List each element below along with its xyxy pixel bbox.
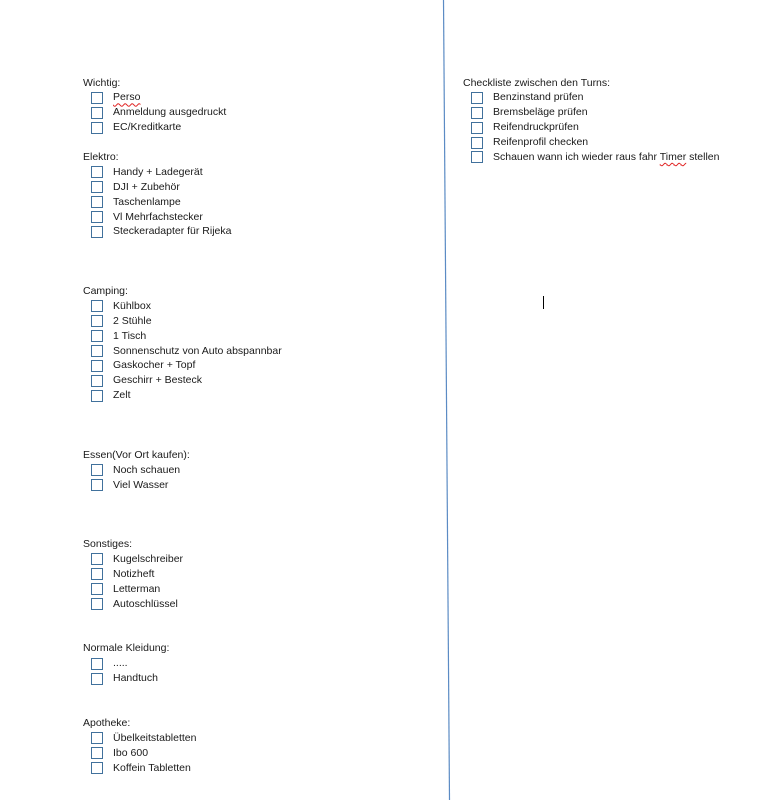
checklist-item-label: Bremsbeläge prüfen	[493, 106, 588, 119]
section-heading-sonstiges: Sonstiges:	[83, 538, 133, 551]
checklist-item-label: Autoschlüssel	[113, 597, 178, 610]
checklist-item-stuehle	[83, 314, 282, 329]
left-column	[83, 76, 282, 776]
checklist-item-label: Ibo 600	[113, 746, 149, 759]
checklist-item-label: Viel Wasser	[113, 478, 169, 491]
section-heading-wichtig: Wichtig:	[83, 76, 121, 89]
checkbox-reifendruck[interactable]	[471, 122, 483, 134]
checklist-item-geschirr	[83, 373, 282, 388]
checkbox-dji[interactable]	[91, 181, 103, 193]
checklist-item-label: Zelt	[113, 389, 131, 402]
section-heading-checkliste-turns: Checkliste zwischen den Turns:	[463, 76, 611, 89]
checklist-item-letterman	[83, 582, 282, 597]
checklist-item-label: 1 Tisch	[113, 329, 147, 342]
checklist-item-anmeldung	[83, 105, 282, 120]
checklist-item-label: Sonnenschutz von Auto abspannbar	[113, 344, 282, 357]
checkbox-mehrfachstecker[interactable]	[91, 211, 103, 223]
checklist-item-label: Vl Mehrfachstecker	[113, 210, 203, 223]
checkbox-letterman[interactable]	[91, 583, 103, 595]
label-text-before: Schauen wann ich wieder raus fahr	[493, 150, 660, 163]
checklist-item-autoschluessel	[83, 597, 282, 612]
checklist-item-label: Perso	[113, 91, 141, 104]
checkbox-gaskocher[interactable]	[91, 360, 103, 372]
checkbox-zelt[interactable]	[91, 390, 103, 402]
checklist-item-label: Koffein Tabletten	[113, 761, 191, 774]
checklist-item-benzinstand	[463, 90, 719, 105]
checklist-item-notizheft	[83, 567, 282, 582]
checkbox-koffein[interactable]	[91, 762, 103, 774]
checkbox-perso[interactable]	[91, 92, 103, 104]
checkbox-taschenlampe[interactable]	[91, 196, 103, 208]
checkbox-kuehlbox[interactable]	[91, 300, 103, 312]
checklist-item-koffein	[83, 761, 282, 776]
checklist-item-label: Kühlbox	[113, 299, 151, 312]
section-essen	[83, 448, 282, 493]
section-heading-camping: Camping:	[83, 284, 128, 297]
checklist-item-kuehlbox	[83, 299, 282, 314]
section-heading-essen: Essen(Vor Ort kaufen):	[83, 448, 190, 461]
checklist-item-timer	[463, 150, 719, 165]
section-apotheke	[83, 716, 282, 776]
checklist-item-label: Letterman	[113, 582, 161, 595]
checkbox-benzinstand[interactable]	[471, 92, 483, 104]
checklist-item-label: DJI + Zubehör	[113, 180, 180, 193]
checklist-item-mehrfachstecker	[83, 210, 282, 225]
checklist-item-label: EC/Kreditkarte	[113, 121, 182, 134]
label-text-after: stellen	[686, 150, 720, 163]
section-checkliste-turns	[463, 76, 719, 165]
checklist-item-label: Reifendruckprüfen	[493, 121, 579, 134]
checklist-item-label: Steckeradapter für Rijeka	[113, 225, 232, 238]
checklist-item-label: 2 Stühle	[113, 314, 152, 327]
checklist-item-label: Noch schauen	[113, 463, 181, 476]
right-column	[463, 76, 719, 165]
checklist-item-reifenprofil	[463, 135, 719, 150]
checkbox-sonnenschutz[interactable]	[91, 345, 103, 357]
section-sonstiges	[83, 537, 282, 611]
checkbox-noch-schauen[interactable]	[91, 464, 103, 476]
checklist-item-placeholder	[83, 656, 282, 671]
checklist-item-label: Taschenlampe	[113, 195, 181, 208]
checklist-item-kugelschreiber	[83, 552, 282, 567]
checklist-item-sonnenschutz	[83, 344, 282, 359]
checkbox-steckeradapter[interactable]	[91, 226, 103, 238]
checkbox-handy[interactable]	[91, 166, 103, 178]
checklist-item-label: Kugelschreiber	[113, 553, 184, 566]
section-camping	[83, 284, 282, 403]
checkbox-uebelkeitstabletten[interactable]	[91, 732, 103, 744]
spelling-flagged-word: Timer	[659, 150, 687, 163]
checkbox-notizheft[interactable]	[91, 568, 103, 580]
checkbox-geschirr[interactable]	[91, 375, 103, 387]
checkbox-ibo[interactable]	[91, 747, 103, 759]
checklist-item-steckeradapter	[83, 224, 282, 239]
checkbox-anmeldung[interactable]	[91, 107, 103, 119]
checklist-item-label	[493, 150, 719, 165]
checklist-item-wasser	[83, 478, 282, 493]
section-heading-elektro: Elektro:	[83, 150, 119, 163]
checkbox-wasser[interactable]	[91, 479, 103, 491]
checkbox-handtuch[interactable]	[91, 673, 103, 685]
section-wichtig	[83, 76, 282, 136]
checklist-item-dji	[83, 180, 282, 195]
checklist-item-noch-schauen	[83, 463, 282, 478]
section-heading-normale-kleidung: Normale Kleidung:	[83, 642, 170, 655]
section-elektro	[83, 150, 282, 239]
checklist-item-kreditkarte	[83, 120, 282, 135]
checkbox-kreditkarte[interactable]	[91, 122, 103, 134]
checklist-item-tisch	[83, 329, 282, 344]
checklist-item-perso	[83, 90, 282, 105]
checklist-item-label: Übelkeitstabletten	[113, 731, 197, 744]
checklist-item-ibo	[83, 746, 282, 761]
checklist-item-taschenlampe	[83, 195, 282, 210]
checkbox-tisch[interactable]	[91, 330, 103, 342]
checklist-item-label: Gaskocher + Topf	[113, 359, 196, 372]
checklist-item-label: .....	[113, 657, 128, 670]
checklist-item-label: Geschirr + Besteck	[113, 374, 202, 387]
checkbox-kugelschreiber[interactable]	[91, 553, 103, 565]
checklist-item-bremsbelaege	[463, 105, 719, 120]
checklist-item-gaskocher	[83, 358, 282, 373]
section-heading-apotheke: Apotheke:	[83, 716, 131, 729]
checklist-item-label: Anmeldung ausgedruckt	[113, 106, 227, 119]
checklist-item-label: Notizheft	[113, 567, 155, 580]
checklist-item-uebelkeitstabletten	[83, 731, 282, 746]
checkbox-timer[interactable]	[471, 151, 483, 163]
checklist-item-reifendruck	[463, 120, 719, 135]
checklist-item-zelt	[83, 388, 282, 403]
checklist-item-label: Benzinstand prüfen	[493, 91, 584, 104]
section-normale-kleidung	[83, 641, 282, 686]
checklist-item-label: Handtuch	[113, 672, 158, 685]
checkbox-placeholder[interactable]	[91, 658, 103, 670]
checkbox-autoschluessel[interactable]	[91, 598, 103, 610]
text-cursor	[543, 296, 544, 309]
checklist-item-label: Handy + Ladegerät	[113, 165, 203, 178]
checkbox-stuehle[interactable]	[91, 315, 103, 327]
checklist-item-label: Reifenprofil checken	[493, 136, 589, 149]
checklist-item-handtuch	[83, 671, 282, 686]
checkbox-reifenprofil[interactable]	[471, 137, 483, 149]
checkbox-bremsbelaege[interactable]	[471, 107, 483, 119]
checklist-item-handy	[83, 165, 282, 180]
